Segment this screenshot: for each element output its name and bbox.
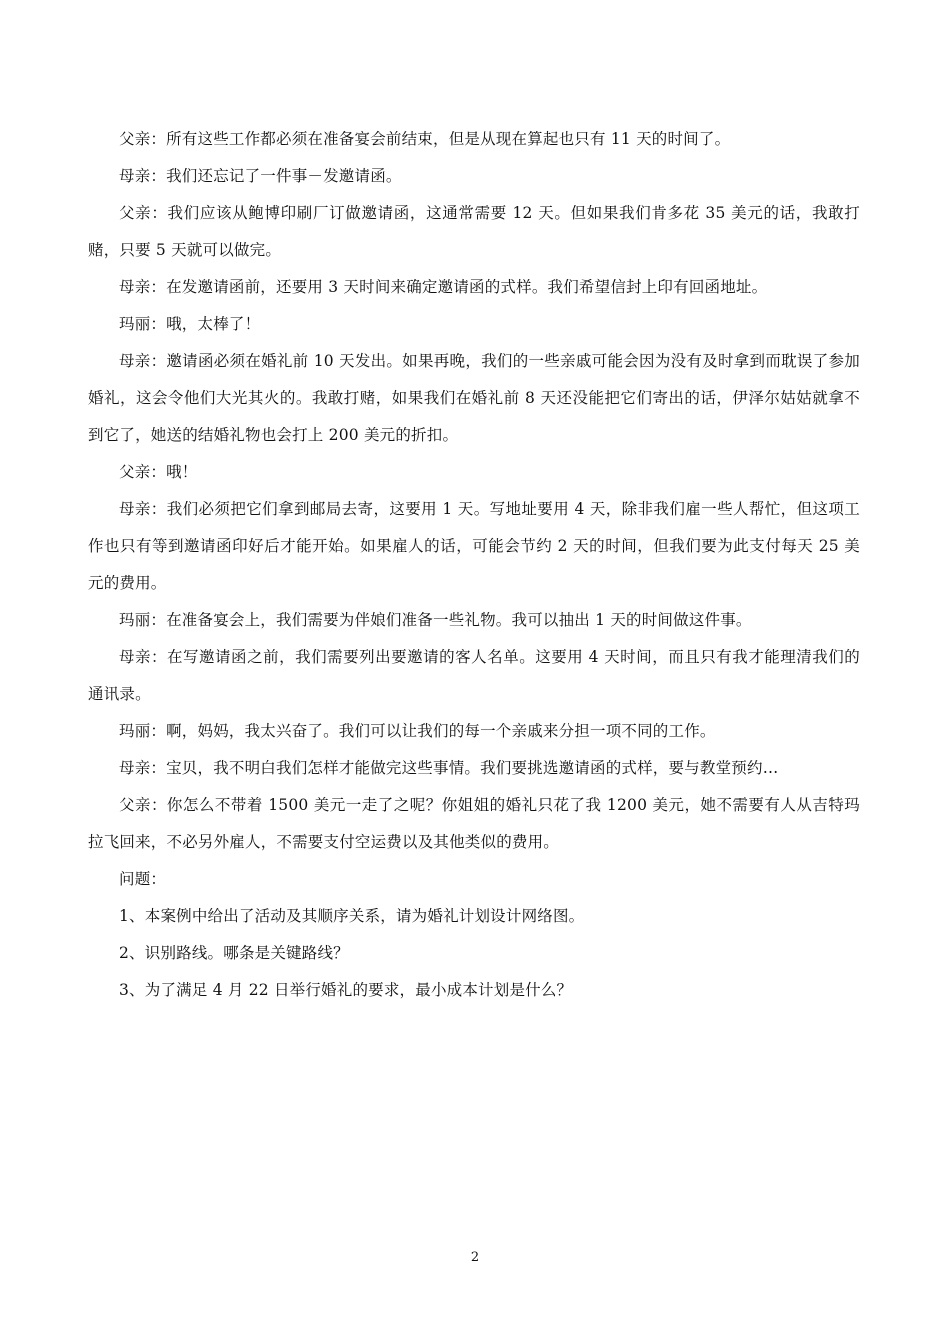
question-item: 3、为了满足 4 月 22 日举行婚礼的要求，最小成本计划是什么？ (119, 981, 573, 999)
dialogue-paragraph: 母亲：宝贝，我不明白我们怎样才能做完这些事情。我们要挑选邀请函的式样，要与教堂预约… (119, 759, 779, 777)
dialogue-paragraph: 玛丽：在准备宴会上，我们需要为伴娘们准备一些礼物。我可以抽出 1 天的时间做这件事。 (119, 611, 752, 629)
dialogue-paragraph: 母亲：在写邀请函之前，我们需要列出要邀请的客人名单。这要用 4 天时间，而且只有我才能理清我们的通讯录。 (88, 648, 860, 703)
question-item: 2、识别路线。哪条是关键路线？ (119, 944, 349, 962)
dialogue-paragraph: 父亲：哦！ (119, 463, 198, 481)
dialogue-paragraph: 玛丽：哦，太棒了！ (119, 315, 261, 333)
questions-heading: 问题： (119, 870, 167, 888)
dialogue-paragraph: 玛丽：啊，妈妈，我太兴奋了。我们可以让我们的每一个亲戚来分担一项不同的工作。 (119, 722, 716, 740)
question-item: 1、本案例中给出了活动及其顺序关系，请为婚礼计划设计网络图。 (119, 907, 585, 925)
dialogue-paragraph: 父亲：你怎么不带着 1500 美元一走了之呢？你姐姐的婚礼只花了我 1200 美元，她不需要有人从吉特玛拉飞回来，不必另外雇人，不需要支付空运费以及其他类似的费用。 (88, 796, 860, 851)
dialogue-paragraph: 母亲：在发邀请函前，还要用 3 天时间来确定邀请函的式样。我们希望信封上印有回函地址。 (119, 278, 768, 296)
dialogue-paragraph: 父亲：我们应该从鲍博印刷厂订做邀请函，这通常需要 12 天。但如果我们肯多花 35 美元的话，我敢打赌，只要 5 天就可以做完。 (88, 204, 860, 259)
dialogue-paragraph: 父亲：所有这些工作都必须在准备宴会前结束，但是从现在算起也只有 11 天的时间了。 (119, 130, 731, 148)
dialogue-paragraph: 母亲：我们还忘记了一件事－发邀请函。 (119, 167, 402, 185)
dialogue-paragraph: 母亲：我们必须把它们拿到邮局去寄，这要用 1 天。写地址要用 4 天，除非我们雇一些人帮忙，但这项工作也只有等到邀请函印好后才能开始。如果雇人的话，可能会节约 2 天的时间，但我们要为此支付每天 25 美元的费用。 (88, 500, 860, 592)
dialogue-paragraph: 母亲：邀请函必须在婚礼前 10 天发出。如果再晚，我们的一些亲戚可能会因为没有及时拿到而耽误了参加婚礼，这会令他们大光其火的。我敢打赌，如果我们在婚礼前 8 天还没能把它们寄出的话，伊泽尔姑姑就拿不到它了，她送的结婚礼物也会打上 200 美元的折扣。 (88, 352, 860, 444)
document-body (88, 121, 860, 1009)
page-number: 2 (470, 1250, 480, 1265)
